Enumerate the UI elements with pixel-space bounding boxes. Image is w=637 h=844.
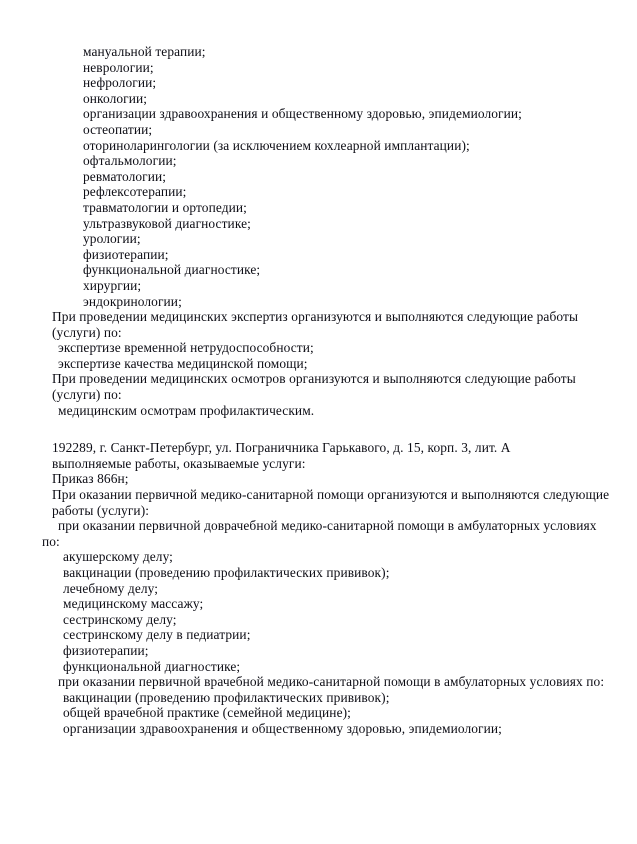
text-line: При проведении медицинских экспертиз организуются и выполняются следующие работы — [52, 309, 579, 325]
text-line: урологии; — [83, 231, 141, 247]
text-line: хирургии; — [83, 277, 142, 293]
text-line: медицинским осмотрам профилактическим. — [58, 402, 315, 418]
text-line: Приказ 866н; — [52, 471, 129, 487]
text-line: по: — [42, 533, 60, 549]
text-line: рефлексотерапии; — [83, 184, 187, 200]
text-line: 192289, г. Санкт-Петербург, ул. Пограничника Гарькавого, д. 15, корп. 3, лит. А — [52, 440, 511, 456]
text-line: лечебному делу; — [63, 580, 159, 596]
license-text-block — [42, 44, 617, 737]
text-line: физиотерапии; — [83, 246, 169, 262]
text-line: работы (услуги): — [52, 502, 150, 518]
text-line: ультразвуковой диагностике; — [83, 215, 251, 231]
text-line: нефрологии; — [83, 75, 157, 91]
text-line: мануальной терапии; — [83, 44, 206, 59]
text-line: организации здравоохранения и общественному здоровью, эпидемиологии; — [83, 106, 522, 122]
text-line: физиотерапии; — [63, 642, 149, 658]
text-line: медицинскому массажу; — [63, 596, 204, 612]
text-line: травматологии и ортопедии; — [83, 199, 247, 215]
text-line: при оказании первичной врачебной медико-санитарной помощи в амбулаторных условиях по: — [58, 674, 605, 690]
text-line: онкологии; — [83, 90, 148, 106]
text-line: вакцинации (проведению профилактических прививок); — [63, 565, 390, 580]
text-line: ревматологии; — [83, 168, 167, 184]
blank-line — [42, 429, 617, 440]
text-line: неврологии; — [83, 59, 154, 75]
text-line: общей врачебной практике (семейной медицине); — [63, 705, 351, 721]
text-line: функциональной диагностике; — [63, 658, 241, 674]
text-line: организации здравоохранения и общественному здоровью, эпидемиологии; — [63, 720, 502, 736]
text-line: (услуги) по: — [52, 324, 122, 340]
text-line: оториноларингологии (за исключением кохлеарной имплантации); — [83, 137, 470, 153]
text-line: офтальмологии; — [83, 153, 177, 169]
text-line: остеопатии; — [83, 121, 153, 137]
text-line: вакцинации (проведению профилактических прививок); — [63, 689, 390, 705]
text-line: сестринскому делу в педиатрии; — [63, 627, 251, 643]
text-line: (услуги) по: — [52, 387, 122, 403]
text-line: при оказании первичной доврачебной медико-санитарной помощи в амбулаторных условиях — [58, 518, 597, 534]
text-line: акушерскому делу; — [63, 549, 174, 565]
text-line: При проведении медицинских осмотров организуются и выполняются следующие работы — [52, 371, 576, 387]
blank-line — [42, 418, 617, 429]
text-line: функциональной диагностике; — [83, 262, 261, 278]
text-line: экспертизе качества медицинской помощи; — [58, 355, 308, 371]
text-line: При оказании первичной медико-санитарной помощи организуются и выполняются следующие — [52, 487, 610, 503]
text-line: эндокринологии; — [83, 293, 182, 309]
text-line: экспертизе временной нетрудоспособности; — [58, 340, 314, 356]
text-line: сестринскому делу; — [63, 611, 177, 627]
text-line: выполняемые работы, оказываемые услуги: — [52, 455, 306, 471]
